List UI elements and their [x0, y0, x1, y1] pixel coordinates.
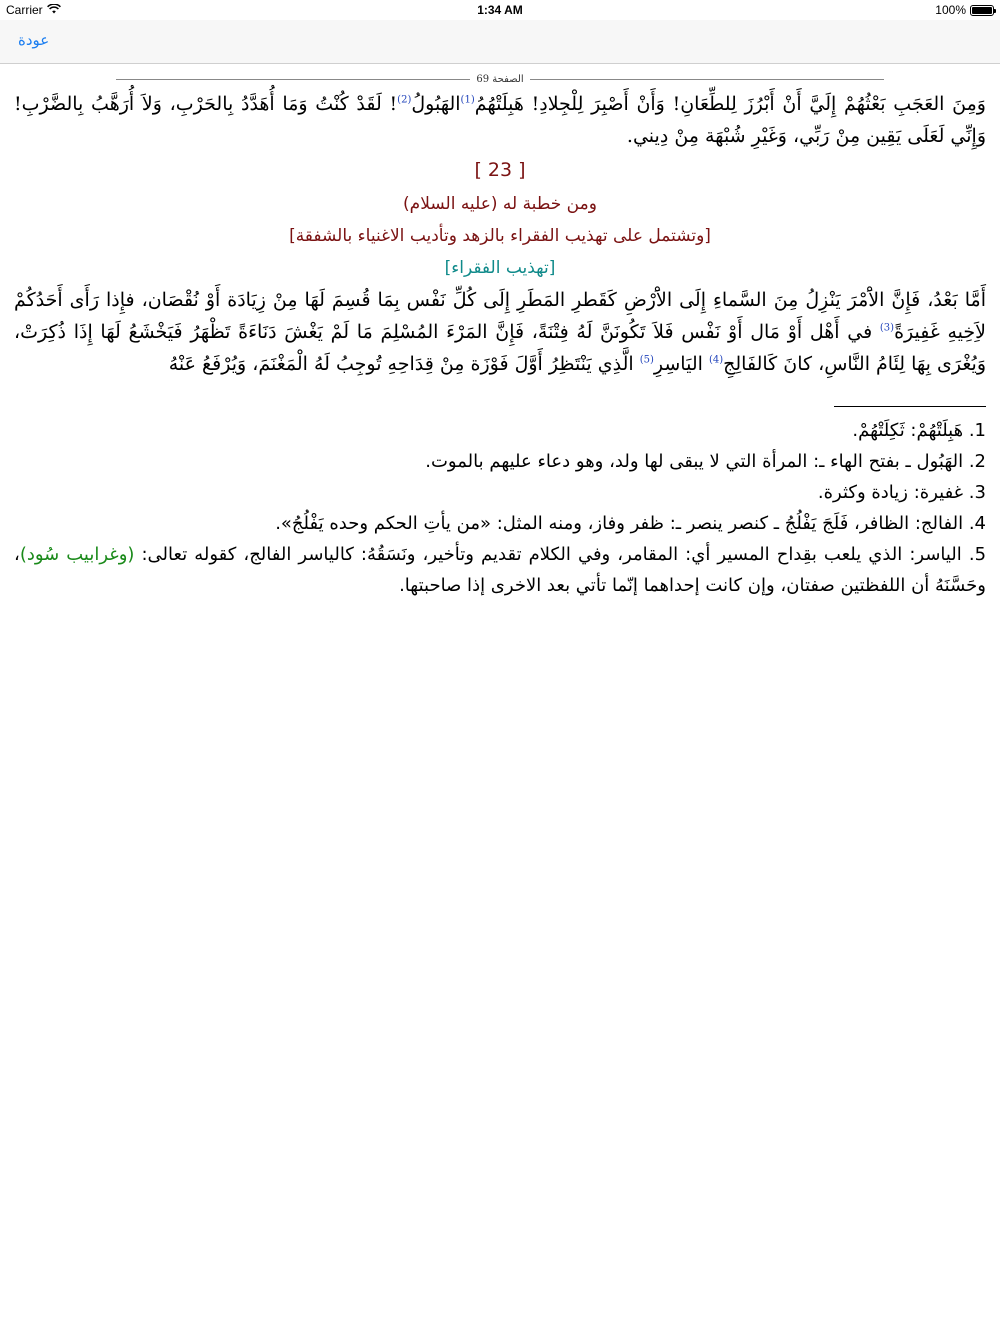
status-right: [935, 3, 994, 17]
sermon-subtitle: [وتشتمل على تهذيب الفقراء بالزهد وتأديب الاغنياء بالشفقة]: [289, 226, 711, 246]
footnotes: [14, 415, 986, 601]
paragraph-1-text-a: وَمِنَ العَجَبِ بَعْثُهُمْ إِلَيَّ أَنْ أَبْرُزَ لِلطِّعَانِ! وَأَنْ أَصْبِرَ لِلْجِلادِ! هَبِلَتْهُمُ: [474, 93, 986, 115]
footnote-marker-5[interactable]: (5): [639, 354, 654, 366]
footnote-marker-4[interactable]: (4): [708, 354, 724, 366]
page-number-label: الصفحة 69: [476, 73, 524, 85]
battery-icon: [970, 5, 994, 16]
page-marker: [116, 72, 884, 86]
paragraph-2-text-d: الَّذِي يَنْتَظِرُ أَوَّلَ فَوْزَة مِنْ قِدَاحِهِ تُوجِبُ لَهُ الْمَغْنَمَ، وَيُرْفَعُ عَنْهُ: [168, 353, 634, 375]
footnote-divider: [834, 406, 986, 407]
footnote-5-text-a: 5. الياسر: الذي يلعب بقِداح المسير أي: المقامر، وفي الكلام تقديم وتأخير، ونَسَقُهُ: كالياسر الفالج، كقوله تعالى:: [134, 544, 987, 565]
quran-verse: (وغرابيب سُود): [19, 544, 135, 565]
paragraph-2-text-b: في أَهْل أَوْ مَال أَوْ نَفْس فَلاَ تَكُونَنَّ لَهُ فِتْنَةً، فَإِنَّ المَرْءَ المُسْلِمَ مَا لَمْ يَغْشَ دَنَاءَةً تَظْهَرُ فَيَخْشَعُ لَهَا إِذَا ذُكِرَتْ، وَيُغْرَى بِهَا لِئَامُ النَّاسِ، كانَ كَالفَالِجِ: [14, 321, 986, 375]
footnote-5: [14, 539, 986, 601]
footnote-5-text-b: ، وحَسَّنَهُ أن اللفظتين صفتان، وإن كانت إحداهما إنّما تأتي بعد الاخرى إذا صاحبتها.: [14, 544, 986, 596]
footnote-marker-1[interactable]: (1): [460, 94, 475, 106]
book-content: [14, 88, 986, 601]
paragraph-2: [14, 284, 986, 380]
footnote-marker-2[interactable]: (2): [397, 94, 412, 106]
footnote-4: 4. الفالج: الظافر، فَلَجَ يَفْلُجُ ـ كنصر ينصر ـ: ظفر وفاز، ومنه المثل: «من يأتِ الحكم وحده يَفْلُجُ».: [275, 513, 986, 534]
status-bar: [0, 0, 1000, 20]
status-time: 1:34 AM: [477, 3, 523, 17]
paragraph-2-text-a: أَمَّا بَعْدُ، فَإِنَّ الاَْمْرَ يَنْزِلُ مِنَ السَّماءِ إِلَى الاَْرْضِ كَقَطرِ المَطَرِ إِلَى كُلِّ نَفْس بِمَا قُسِمَ لَهَا مِنْ زِيَادَة أَوْ نُقْصَان، فإِذا رَأَى أَحَدُكُمْ لاَِخِيهِ غَفِيرَةً: [14, 289, 987, 343]
back-button[interactable]: عودة: [18, 31, 50, 49]
battery-percent: 100%: [935, 3, 966, 17]
footnote-1: 1. هَبِلَتْهُمْ: ثَكِلَتْهُمْ.: [852, 420, 986, 441]
section-heading: [تهذيب الفقراء]: [444, 258, 556, 278]
paragraph-1: [14, 88, 986, 152]
navigation-bar: [0, 20, 1000, 64]
carrier-label: Carrier: [6, 3, 43, 17]
footnote-2: 2. الهَبُول ـ بفتح الهاء ـ: المرأة التي لا يبقى لها ولد، وهو دعاء عليهم بالموت.: [425, 451, 986, 472]
footnote-marker-3[interactable]: (3): [879, 322, 895, 334]
sermon-number: [ 23 ]: [474, 159, 526, 181]
paragraph-1-text-b: الهَبُولُ: [411, 93, 461, 115]
sermon-title: ومن خطبة له (عليه السلام): [403, 194, 597, 214]
page-marker-rule-right: [530, 79, 884, 80]
footnote-3: 3. غفيرة: زيادة وكثرة.: [817, 482, 986, 503]
page-marker-rule-left: [116, 79, 470, 80]
paragraph-2-text-c: اليَاسِرِ: [653, 353, 703, 375]
paragraph-1-text-c: ! لَقَدْ كُنْتُ وَمَا أُهَدَّدُ بِالحَرْبِ، وَلاَ أُرَهَّبُ بِالضَّرْبِ! وَإِنِّي لَعَلَى يَقِين مِنْ رَبِّي، وَغَيْرِ شُبْهَة مِنْ دِيني.: [14, 93, 986, 147]
